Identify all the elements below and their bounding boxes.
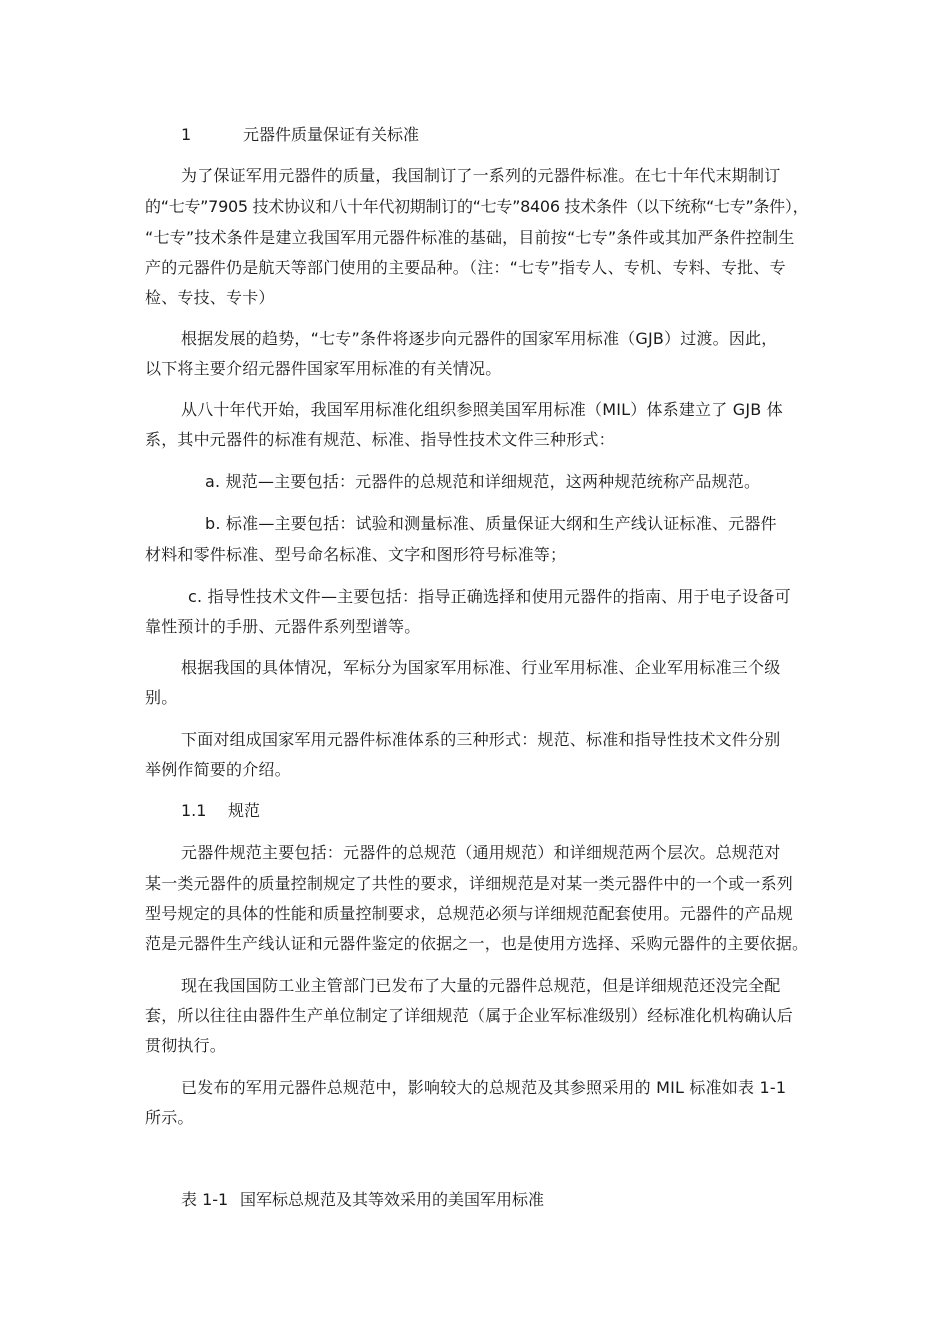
table-caption-number: 表 1-1 [181, 1190, 229, 1209]
text-line: 所示。 [145, 1108, 194, 1127]
text-line: c. 指导性技术文件—主要包括：指导正确选择和使用元器件的指南、用于电子设备可 [188, 587, 791, 606]
text-line: 某一类元器件的质量控制规定了共性的要求，详细规范是对某一类元器件中的一个或一系列 [145, 874, 794, 893]
section-title: 元器件质量保证有关标准 [243, 125, 420, 144]
text-line: 系，其中元器件的标准有规范、标准、指导性技术文件三种形式： [145, 430, 615, 449]
section-number: 1 [181, 125, 192, 144]
text-line: 产的元器件仍是航天等部门使用的主要品种。（注：“七专”指专人、专机、专料、专批、专 [145, 258, 786, 277]
text-line: 靠性预计的手册、元器件系列型谱等。 [145, 617, 421, 636]
text-line: 元器件规范主要包括：元器件的总规范（通用规范）和详细规范两个层次。总规范对 [181, 843, 781, 862]
table-caption-title: 国军标总规范及其等效采用的美国军用标准 [240, 1190, 545, 1209]
subsection-title: 规范 [228, 801, 261, 820]
text-line: 以下将主要介绍元器件国家军用标准的有关情况。 [145, 359, 502, 378]
text-line: 贯彻执行。 [145, 1036, 227, 1055]
subsection-number: 1.1 [181, 801, 207, 820]
text-line: a. 规范—主要包括：元器件的总规范和详细规范，这两种规范统称产品规范。 [205, 472, 761, 491]
text-line: 举例作简要的介绍。 [145, 760, 291, 779]
text-line: 型号规定的具体的性能和质量控制要求，总规范必须与详细规范配套使用。元器件的产品规 [145, 904, 794, 923]
text-line: 根据我国的具体情况，军标分为国家军用标准、行业军用标准、企业军用标准三个级 [181, 658, 781, 677]
text-line: 为了保证军用元器件的质量，我国制订了一系列的元器件标准。在七十年代末期制订 [181, 166, 781, 185]
text-line: 检、专技、专卡） [145, 288, 275, 307]
text-line: b. 标准—主要包括：试验和测量标准、质量保证大纲和生产线认证标准、元器件 [205, 514, 777, 533]
text-line: 别。 [145, 688, 178, 707]
text-line: 范是元器件生产线认证和元器件鉴定的依据之一，也是使用方选择、采购元器件的主要依据。 [145, 934, 809, 953]
text-line: 材料和零件标准、型号命名标准、文字和图形符号标准等； [145, 545, 567, 564]
text-line: 现在我国国防工业主管部门已发布了大量的元器件总规范，但是详细规范还没完全配 [181, 976, 781, 995]
text-line: 从八十年代开始，我国军用标准化组织参照美国军用标准（MIL）体系建立了 GJB 体 [181, 400, 783, 419]
text-line: 套，所以往往由器件生产单位制定了详细规范（属于企业军标准级别）经标准化机构确认后 [145, 1006, 794, 1025]
text-line: 已发布的军用元器件总规范中，影响较大的总规范及其参照采用的 MIL 标准如表 1-1 [181, 1078, 787, 1097]
text-line: “七专”技术条件是建立我国军用元器件标准的基础，目前按“七专”条件或其加严条件控制生 [145, 228, 795, 247]
text-line: 的“七专”7905 技术协议和八十年代初期制订的“七专”8406 技术条件（以下统称“七专”条件）， [145, 197, 809, 216]
text-line: 下面对组成国家军用元器件标准体系的三种形式：规范、标准和指导性技术文件分别 [181, 730, 781, 749]
text-line: 根据发展的趋势，“七专”条件将逐步向元器件的国家军用标准（GJB）过渡。因此， [181, 329, 778, 348]
